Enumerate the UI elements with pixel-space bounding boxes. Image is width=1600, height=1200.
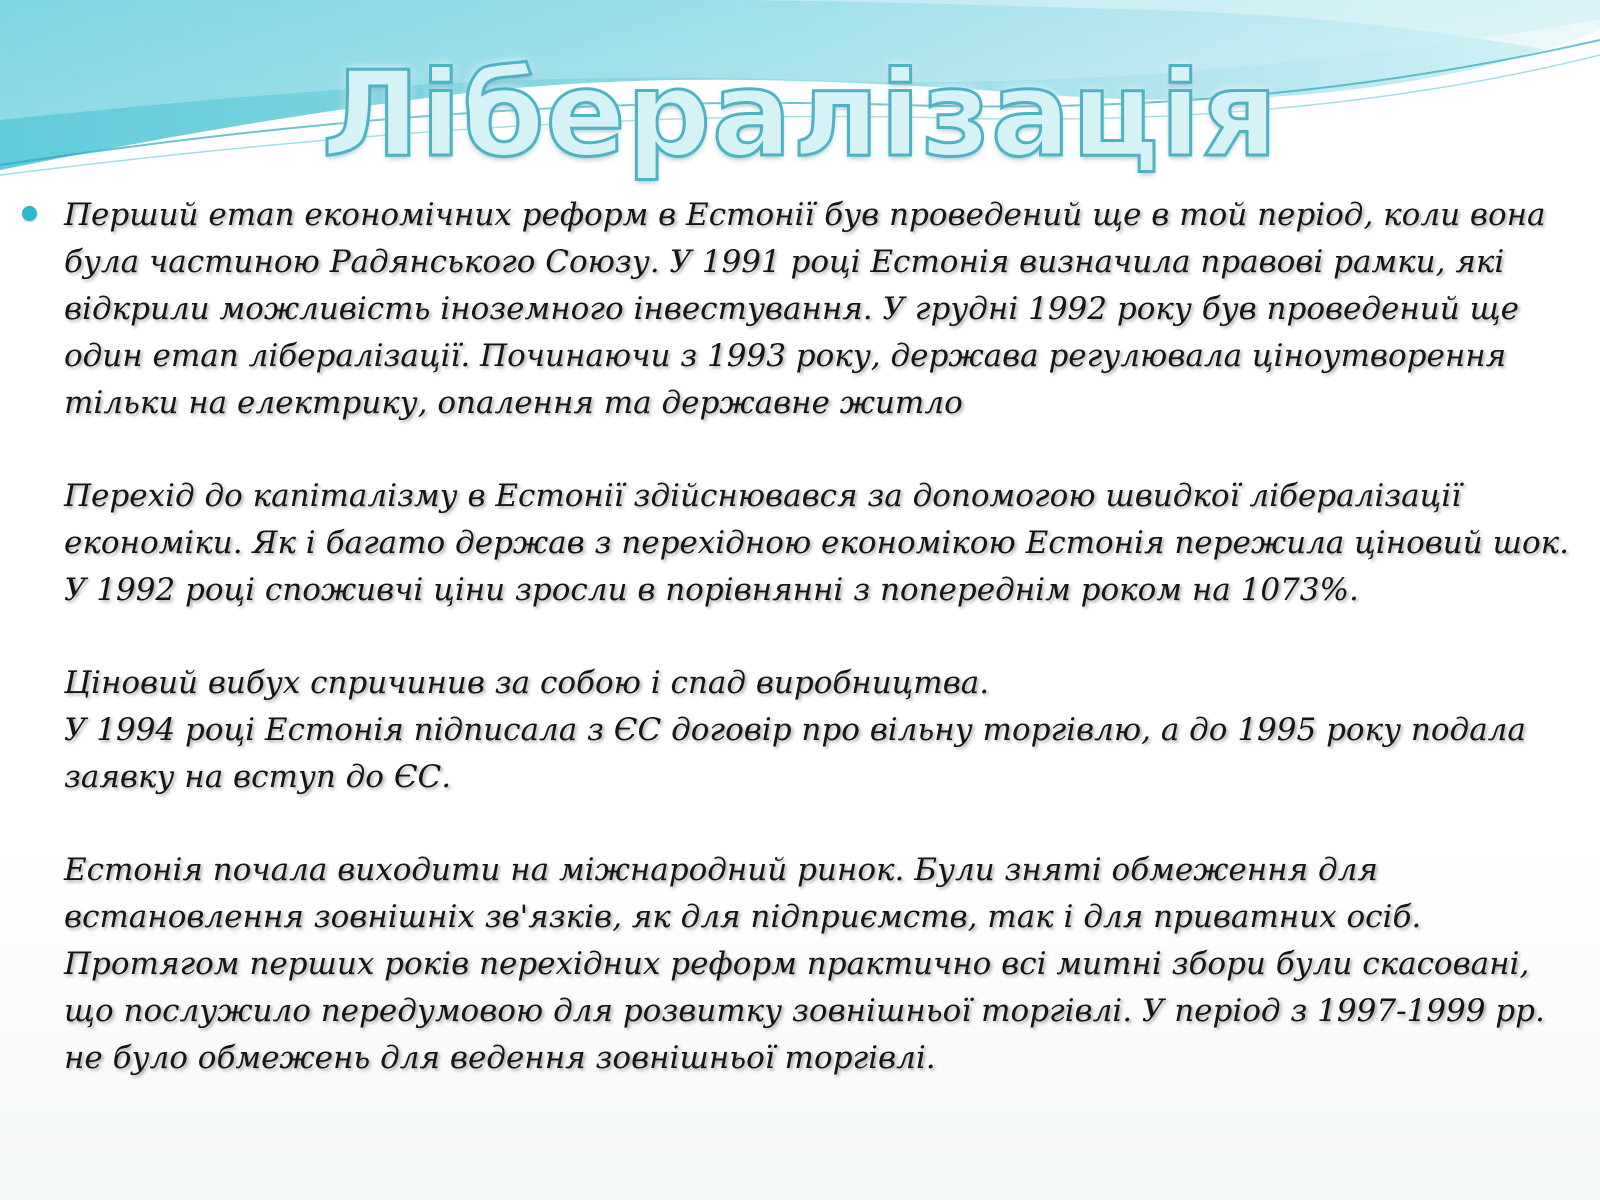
slide-title: Лібералізація — [321, 45, 1279, 183]
bullet-text — [64, 192, 1580, 1082]
paragraph-price-shock-eu: Ціновий вибух спричинив за собою і спад виробництва. У 1994 році Естонія підписала з ЄС договір про вільну торгівлю, а до 1995 року подала заявку на вступ до ЄС. — [64, 665, 1526, 795]
slide-body — [20, 192, 1580, 1082]
bullet-icon — [22, 206, 37, 221]
paragraph-capitalism-transition: Перехід до капіталізму в Естонії здійснювався за допомогою швидкої лібералізації економіки. Як і багато держав з перехідною економікою Естонія пережила ціновий шок. У 1992 році споживчі ціни зросли в порівнянні з попереднім роком на 1073%. — [64, 478, 1569, 608]
paragraph-foreign-trade: Естонія почала виходити на міжнародний ринок. Були зняті обмеження для встановлення зовнішніх зв'язків, як для підприємств, так і для приватних осіб. Протягом перших років перехідних реформ практично всі митні збори були скасовані, що послужило передумовою для розвитку зовнішньої торгівлі. У період з 1997-1999 рр. не було обмежень для ведення зовнішньої торгівлі. — [64, 852, 1545, 1076]
bullet-item — [20, 192, 1580, 1082]
paragraph-economic-reforms: Перший етап економічних реформ в Естонії був проведений ще в той період, коли вона була частиною Радянського Союзу. У 1991 році Естонія визначила правові рамки, які відкрили можливість іноземного інвестування. У грудні 1992 року був проведений ще один етап лібералізації. Починаючи з 1993 року, держава регулювала ціноутворення тільки на електрику, опалення та державне житло — [64, 197, 1546, 421]
